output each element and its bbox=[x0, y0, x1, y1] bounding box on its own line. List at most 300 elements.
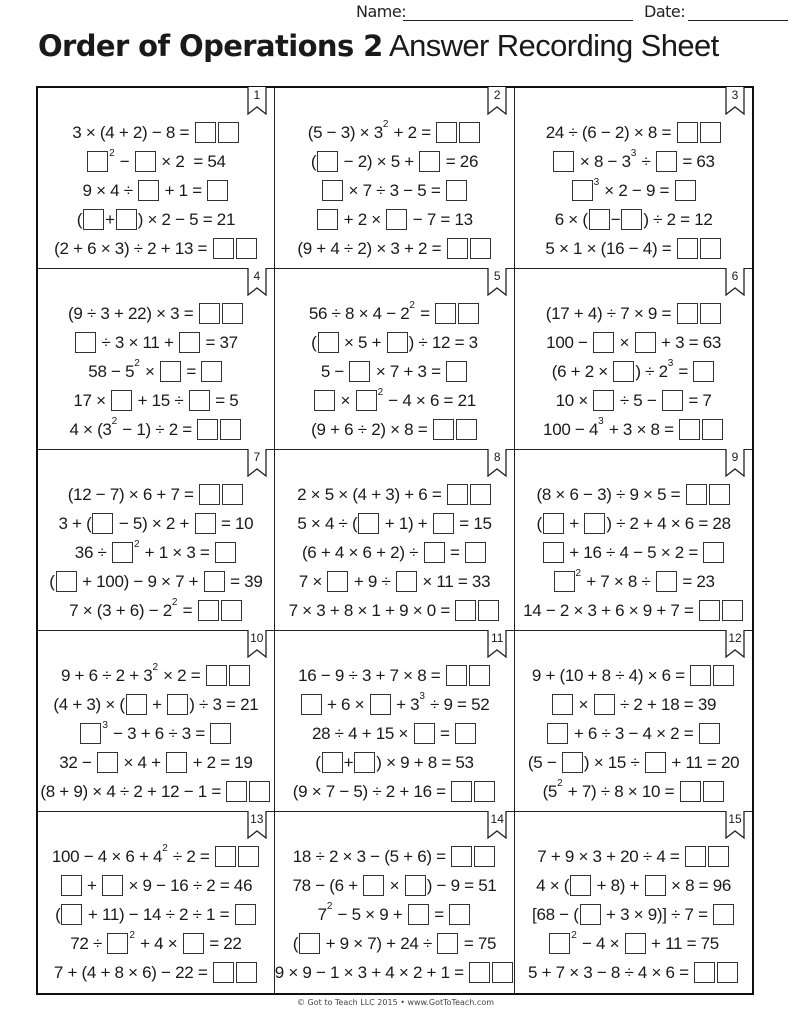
answer-box[interactable] bbox=[677, 303, 698, 324]
answer-box[interactable] bbox=[199, 303, 220, 324]
equation-text: (2 + 6 × 3) ÷ 2 + 13 = bbox=[54, 238, 212, 258]
answer-box[interactable] bbox=[478, 600, 499, 621]
equation-text: − 4 × bbox=[577, 933, 624, 953]
answer-box[interactable] bbox=[204, 571, 225, 592]
exponent: 3 bbox=[593, 177, 599, 188]
name-field[interactable] bbox=[403, 20, 633, 21]
equation-text: − bbox=[610, 209, 621, 229]
answer-box[interactable] bbox=[677, 238, 698, 259]
equation-row bbox=[275, 357, 514, 386]
answer-box[interactable] bbox=[226, 781, 247, 802]
equation-text: 7 × (3 + 6) − 2 bbox=[69, 600, 172, 620]
answer-box[interactable] bbox=[456, 419, 477, 440]
answer-box[interactable] bbox=[221, 600, 242, 621]
answer-box[interactable] bbox=[314, 390, 335, 411]
date-field[interactable] bbox=[688, 20, 788, 21]
equation-text: − 7 = 13 bbox=[408, 209, 473, 229]
cell-number: 7 bbox=[253, 450, 261, 464]
equation-row bbox=[275, 299, 514, 328]
answer-box[interactable] bbox=[455, 723, 476, 744]
equation-text: + 3 = 63 bbox=[656, 332, 722, 352]
answer-box[interactable] bbox=[198, 600, 219, 621]
answer-box[interactable] bbox=[236, 238, 257, 259]
exponent: 2 bbox=[571, 930, 577, 941]
answer-box[interactable] bbox=[451, 781, 472, 802]
answer-box[interactable] bbox=[549, 933, 570, 954]
answer-box[interactable] bbox=[469, 962, 490, 983]
equation-row bbox=[275, 538, 514, 567]
answer-box[interactable] bbox=[685, 846, 706, 867]
number-flag-icon bbox=[725, 268, 745, 296]
cell-number: 1 bbox=[253, 88, 261, 102]
answer-box[interactable] bbox=[215, 542, 236, 563]
answer-box[interactable] bbox=[201, 361, 222, 382]
equation-text: (5 − bbox=[527, 752, 561, 772]
equation-text: × 9 − 16 ÷ 2 = 46 bbox=[124, 875, 253, 895]
equation-text: = 15 bbox=[454, 513, 492, 533]
answer-box[interactable] bbox=[492, 962, 513, 983]
problem-cell-11 bbox=[275, 631, 515, 812]
answer-box[interactable] bbox=[183, 933, 204, 954]
answer-box[interactable] bbox=[570, 875, 591, 896]
answer-box[interactable] bbox=[218, 122, 239, 143]
answer-box[interactable] bbox=[408, 904, 429, 925]
answer-box[interactable] bbox=[645, 752, 666, 773]
equation-row bbox=[38, 234, 274, 263]
equation-text: − 3 + 6 ÷ 3 = bbox=[108, 723, 210, 743]
answer-box[interactable] bbox=[197, 419, 218, 440]
equation-text: − 2) × 5 + bbox=[339, 151, 419, 171]
answer-box[interactable] bbox=[447, 484, 468, 505]
answer-box[interactable] bbox=[700, 303, 721, 324]
answer-box[interactable] bbox=[386, 209, 407, 230]
answer-box[interactable] bbox=[215, 846, 236, 867]
equation-row bbox=[275, 509, 514, 538]
answer-box[interactable] bbox=[713, 904, 734, 925]
equation-text: = bbox=[182, 361, 201, 381]
equation-text: = 37 bbox=[201, 332, 238, 352]
equation-text: 32 − bbox=[59, 752, 97, 772]
equation-text: 5 × 4 ÷ ( bbox=[297, 513, 358, 533]
answer-box[interactable] bbox=[179, 332, 200, 353]
equation-row bbox=[275, 958, 514, 987]
equation-text: ÷ 2 + 18 = 39 bbox=[615, 694, 717, 714]
equation-text: × bbox=[140, 361, 159, 381]
answer-box[interactable] bbox=[238, 846, 259, 867]
equation-row bbox=[515, 871, 752, 900]
answer-box[interactable] bbox=[111, 390, 132, 411]
answer-box[interactable] bbox=[446, 180, 467, 201]
equation-text: + 7) ÷ 8 × 10 = bbox=[563, 781, 679, 801]
equation-text: ( bbox=[536, 513, 542, 533]
answer-box[interactable] bbox=[593, 390, 614, 411]
answer-box[interactable] bbox=[235, 904, 256, 925]
equation-text: 7 × bbox=[298, 571, 327, 591]
equation-text: = 10 bbox=[216, 513, 254, 533]
equation-row bbox=[515, 958, 752, 987]
equation-text: − 4 × 6 = 21 bbox=[383, 390, 476, 410]
equation-row bbox=[38, 900, 274, 929]
answer-box[interactable] bbox=[83, 209, 104, 230]
equation-text: ÷ 9 = 52 bbox=[425, 694, 490, 714]
exponent: 3 bbox=[667, 358, 673, 369]
exponent: 2 bbox=[109, 148, 115, 159]
answer-box[interactable] bbox=[722, 600, 743, 621]
answer-box[interactable] bbox=[679, 419, 700, 440]
equation-text: × 8 = 96 bbox=[666, 875, 732, 895]
equation-text: ) − 9 = 51 bbox=[426, 875, 497, 895]
equation-text: 5 − bbox=[320, 361, 349, 381]
answer-box[interactable] bbox=[160, 361, 181, 382]
answer-box[interactable] bbox=[229, 665, 250, 686]
equation-text: 28 ÷ 4 + 15 × bbox=[311, 723, 413, 743]
answer-box[interactable] bbox=[593, 332, 614, 353]
answer-box[interactable] bbox=[370, 694, 391, 715]
answer-box[interactable] bbox=[656, 151, 677, 172]
number-flag-icon bbox=[487, 87, 507, 115]
name-date-bar bbox=[0, 2, 791, 24]
equation-text: = bbox=[415, 303, 435, 323]
problem-cell-15 bbox=[515, 812, 752, 993]
exponent: 2 bbox=[162, 843, 168, 854]
equation-text: (9 ÷ 3 + 22) × 3 = bbox=[68, 303, 198, 323]
equation-text: ( bbox=[311, 332, 317, 352]
title-bold: Order of Operations 2 bbox=[38, 29, 383, 63]
equation-row bbox=[38, 176, 274, 205]
answer-box[interactable] bbox=[437, 933, 458, 954]
answer-box[interactable] bbox=[702, 419, 723, 440]
equation-text: = 5 bbox=[210, 390, 239, 410]
equation-row bbox=[275, 118, 514, 147]
equation-text: × 11 = 33 bbox=[417, 571, 491, 591]
equation-text: 7 + (4 + 8 × 6) − 22 = bbox=[53, 962, 212, 982]
equation-row bbox=[38, 538, 274, 567]
answer-box[interactable] bbox=[699, 723, 720, 744]
answer-box[interactable] bbox=[92, 513, 113, 534]
equation-text: + 2 = 19 bbox=[188, 752, 253, 772]
equation-text: + 7 × 8 ÷ bbox=[581, 571, 655, 591]
answer-box[interactable] bbox=[107, 933, 128, 954]
answer-box[interactable] bbox=[249, 781, 270, 802]
answer-box[interactable] bbox=[547, 723, 568, 744]
answer-box[interactable] bbox=[189, 390, 210, 411]
answer-box[interactable] bbox=[356, 390, 377, 411]
problem-cell-1 bbox=[38, 88, 275, 269]
equation-row bbox=[38, 480, 274, 509]
equation-text: 9 × 4 ÷ bbox=[82, 180, 138, 200]
answer-box[interactable] bbox=[645, 875, 666, 896]
answer-box[interactable] bbox=[112, 542, 133, 563]
equation-row bbox=[38, 690, 274, 719]
equation-text: 7 bbox=[317, 904, 327, 924]
equation-text: (5 − 3) × 3 bbox=[307, 122, 383, 142]
answer-box[interactable] bbox=[543, 542, 564, 563]
equation-text: 58 − 5 bbox=[88, 361, 135, 381]
equation-row bbox=[38, 509, 274, 538]
answer-box[interactable] bbox=[703, 781, 724, 802]
equation-text: ( bbox=[292, 933, 299, 953]
answer-box[interactable] bbox=[222, 303, 243, 324]
answer-box[interactable] bbox=[236, 962, 257, 983]
answer-box[interactable] bbox=[414, 723, 435, 744]
cell-number: 10 bbox=[250, 631, 264, 645]
answer-box[interactable] bbox=[166, 752, 187, 773]
answer-box[interactable] bbox=[363, 875, 384, 896]
equation-row bbox=[275, 690, 514, 719]
problem-cell-9 bbox=[515, 450, 752, 631]
equation-text: × bbox=[336, 390, 355, 410]
equation-text: + 15 ÷ bbox=[133, 390, 188, 410]
answer-box[interactable] bbox=[126, 694, 147, 715]
equation-text: ( bbox=[76, 209, 83, 229]
answer-box[interactable] bbox=[680, 781, 701, 802]
equation-row bbox=[38, 842, 274, 871]
answer-box[interactable] bbox=[317, 151, 338, 172]
equation-text: + 3 × 8 = bbox=[604, 419, 679, 439]
answer-box[interactable] bbox=[584, 513, 605, 534]
equation-text: (12 − 7) × 6 + 7 = bbox=[67, 484, 199, 504]
cell-number: 14 bbox=[490, 812, 504, 826]
equation-text: 18 ÷ 2 × 3 − (5 + 6) = bbox=[292, 846, 451, 866]
copyright-footer: © Got to Teach LLC 2015 • www.GotToTeach.com bbox=[297, 998, 494, 1007]
equation-row bbox=[275, 900, 514, 929]
answer-box[interactable] bbox=[349, 361, 370, 382]
exponent: 2 bbox=[575, 568, 581, 579]
equation-row bbox=[38, 118, 274, 147]
answer-box[interactable] bbox=[580, 904, 601, 925]
equation-row bbox=[38, 929, 274, 958]
answer-box[interactable] bbox=[621, 209, 642, 230]
answer-box[interactable] bbox=[213, 238, 234, 259]
answer-box[interactable] bbox=[387, 332, 408, 353]
answer-box[interactable] bbox=[677, 122, 698, 143]
answer-box[interactable] bbox=[693, 361, 714, 382]
answer-box[interactable] bbox=[451, 846, 472, 867]
equation-text: + 6 × bbox=[322, 694, 369, 714]
answer-box[interactable] bbox=[694, 962, 715, 983]
answer-box[interactable] bbox=[543, 513, 564, 534]
answer-box[interactable] bbox=[589, 209, 610, 230]
equation-row bbox=[515, 719, 752, 748]
answer-box[interactable] bbox=[700, 122, 721, 143]
equation-row bbox=[515, 509, 752, 538]
answer-box[interactable] bbox=[708, 846, 729, 867]
answer-box[interactable] bbox=[87, 151, 108, 172]
answer-box[interactable] bbox=[116, 209, 137, 230]
equation-text: + 11 = 75 bbox=[646, 933, 719, 953]
equation-row bbox=[38, 357, 274, 386]
answer-grid bbox=[36, 86, 754, 995]
equation-row bbox=[515, 690, 752, 719]
answer-box[interactable] bbox=[459, 122, 480, 143]
answer-box[interactable] bbox=[61, 875, 82, 896]
answer-box[interactable] bbox=[195, 122, 216, 143]
equation-row bbox=[38, 777, 274, 806]
equation-text: = 39 bbox=[225, 571, 263, 591]
answer-box[interactable] bbox=[135, 151, 156, 172]
cell-number: 5 bbox=[493, 269, 501, 283]
equation-text: ÷ bbox=[637, 151, 655, 171]
answer-box[interactable] bbox=[327, 571, 348, 592]
number-flag-icon bbox=[487, 268, 507, 296]
answer-box[interactable] bbox=[433, 513, 454, 534]
problem-cell-7 bbox=[38, 450, 275, 631]
equation-text: + bbox=[82, 875, 102, 895]
answer-box[interactable] bbox=[446, 361, 467, 382]
answer-box[interactable] bbox=[322, 752, 343, 773]
answer-box[interactable] bbox=[690, 665, 711, 686]
equation-text: 10 × bbox=[555, 390, 593, 410]
cell-number: 9 bbox=[731, 450, 739, 464]
equation-row bbox=[38, 567, 274, 596]
equation-row bbox=[515, 234, 752, 263]
equation-text: + 1 × 3 = bbox=[140, 542, 214, 562]
answer-box[interactable] bbox=[195, 513, 216, 534]
equation-row bbox=[38, 299, 274, 328]
answer-box[interactable] bbox=[138, 180, 159, 201]
equation-text: 24 ÷ (6 − 2) × 8 = bbox=[545, 122, 676, 142]
answer-box[interactable] bbox=[662, 390, 683, 411]
equation-row bbox=[515, 299, 752, 328]
answer-box[interactable] bbox=[299, 933, 320, 954]
answer-box[interactable] bbox=[594, 694, 615, 715]
equation-row bbox=[515, 900, 752, 929]
answer-box[interactable] bbox=[572, 180, 593, 201]
equation-text: [68 − ( bbox=[532, 904, 579, 924]
equation-row bbox=[275, 176, 514, 205]
equation-row bbox=[275, 596, 514, 625]
equation-text: + 8) + bbox=[592, 875, 644, 895]
answer-box[interactable] bbox=[61, 904, 82, 925]
answer-box[interactable] bbox=[474, 846, 495, 867]
answer-box[interactable] bbox=[97, 752, 118, 773]
equation-text: = 75 bbox=[459, 933, 497, 953]
equation-text: 36 ÷ bbox=[74, 542, 111, 562]
equation-text: = 26 bbox=[441, 151, 479, 171]
answer-box[interactable] bbox=[709, 484, 730, 505]
answer-box[interactable] bbox=[354, 752, 375, 773]
equation-text: = 63 bbox=[677, 151, 715, 171]
answer-box[interactable] bbox=[553, 151, 574, 172]
answer-box[interactable] bbox=[396, 571, 417, 592]
answer-box[interactable] bbox=[167, 694, 188, 715]
cell-number: 2 bbox=[493, 88, 501, 102]
equation-text: + 16 ÷ 4 − 5 × 2 = bbox=[564, 542, 703, 562]
equation-text: ( bbox=[315, 752, 321, 772]
equation-row bbox=[515, 147, 752, 176]
answer-box[interactable] bbox=[455, 600, 476, 621]
answer-box[interactable] bbox=[199, 484, 220, 505]
answer-box[interactable] bbox=[470, 238, 491, 259]
answer-box[interactable] bbox=[552, 694, 573, 715]
number-flag-icon bbox=[725, 87, 745, 115]
number-flag-icon bbox=[247, 87, 267, 115]
equation-text: + 3 × 9)] ÷ 7 = bbox=[601, 904, 713, 924]
equation-text: = bbox=[178, 600, 197, 620]
answer-box[interactable] bbox=[75, 332, 96, 353]
answer-box[interactable] bbox=[301, 694, 322, 715]
equation-text: × 8 − 3 bbox=[575, 151, 631, 171]
answer-box[interactable] bbox=[656, 571, 677, 592]
answer-box[interactable] bbox=[80, 723, 101, 744]
answer-box[interactable] bbox=[449, 904, 470, 925]
equation-row bbox=[275, 147, 514, 176]
answer-box[interactable] bbox=[56, 571, 77, 592]
answer-box[interactable] bbox=[358, 513, 379, 534]
answer-box[interactable] bbox=[102, 875, 123, 896]
answer-box[interactable] bbox=[405, 875, 426, 896]
answer-box[interactable] bbox=[436, 122, 457, 143]
answer-box[interactable] bbox=[635, 332, 656, 353]
answer-box[interactable] bbox=[554, 571, 575, 592]
answer-box[interactable] bbox=[458, 303, 479, 324]
answer-box[interactable] bbox=[318, 332, 339, 353]
equation-row bbox=[275, 748, 514, 777]
answer-box[interactable] bbox=[447, 238, 468, 259]
answer-box[interactable] bbox=[675, 180, 696, 201]
answer-box[interactable] bbox=[703, 542, 724, 563]
answer-box[interactable] bbox=[446, 665, 467, 686]
answer-box[interactable] bbox=[713, 665, 734, 686]
page-title bbox=[38, 22, 758, 70]
answer-box[interactable] bbox=[562, 752, 583, 773]
answer-box[interactable] bbox=[465, 542, 486, 563]
answer-box[interactable] bbox=[613, 361, 634, 382]
problem-cell-10 bbox=[38, 631, 275, 812]
equation-text: − 1) ÷ 2 = bbox=[117, 419, 197, 439]
equation-text: × 2 = 54 bbox=[156, 151, 226, 171]
equation-text: + 9 × 7) + 24 ÷ bbox=[321, 933, 437, 953]
answer-box[interactable] bbox=[213, 962, 234, 983]
equation-text: 17 × bbox=[73, 390, 111, 410]
equation-text: ) × 9 + 8 = 53 bbox=[376, 752, 474, 772]
answer-box[interactable] bbox=[220, 419, 241, 440]
answer-box[interactable] bbox=[207, 180, 228, 201]
answer-box[interactable] bbox=[717, 962, 738, 983]
answer-box[interactable] bbox=[419, 151, 440, 172]
number-flag-icon bbox=[247, 268, 267, 296]
equation-text: 5 × 1 × (16 − 4) = bbox=[545, 238, 676, 258]
equation-text: (6 + 2 × bbox=[551, 361, 613, 381]
answer-box[interactable] bbox=[210, 723, 231, 744]
answer-box[interactable] bbox=[625, 933, 646, 954]
equation-text: × bbox=[574, 694, 593, 714]
problem-cell-14 bbox=[275, 812, 515, 993]
answer-box[interactable] bbox=[424, 542, 445, 563]
equation-row bbox=[275, 386, 514, 415]
answer-box[interactable] bbox=[474, 781, 495, 802]
problem-cell-3 bbox=[515, 88, 752, 269]
answer-box[interactable] bbox=[206, 665, 227, 686]
answer-box[interactable] bbox=[469, 665, 490, 686]
answer-box[interactable] bbox=[322, 180, 343, 201]
equation-text: (6 + 4 × 6 + 2) ÷ bbox=[301, 542, 423, 562]
equation-text: = bbox=[674, 361, 693, 381]
problem-cell-6 bbox=[515, 269, 752, 450]
answer-box[interactable] bbox=[433, 419, 454, 440]
answer-box[interactable] bbox=[317, 209, 338, 230]
answer-box[interactable] bbox=[700, 238, 721, 259]
equation-row bbox=[38, 328, 274, 357]
answer-box[interactable] bbox=[222, 484, 243, 505]
answer-box[interactable] bbox=[686, 484, 707, 505]
answer-box[interactable] bbox=[470, 484, 491, 505]
equation-text: (5 bbox=[542, 781, 558, 801]
answer-box[interactable] bbox=[699, 600, 720, 621]
exponent: 2 bbox=[111, 416, 117, 427]
equation-text: + bbox=[105, 209, 115, 229]
answer-box[interactable] bbox=[435, 303, 456, 324]
